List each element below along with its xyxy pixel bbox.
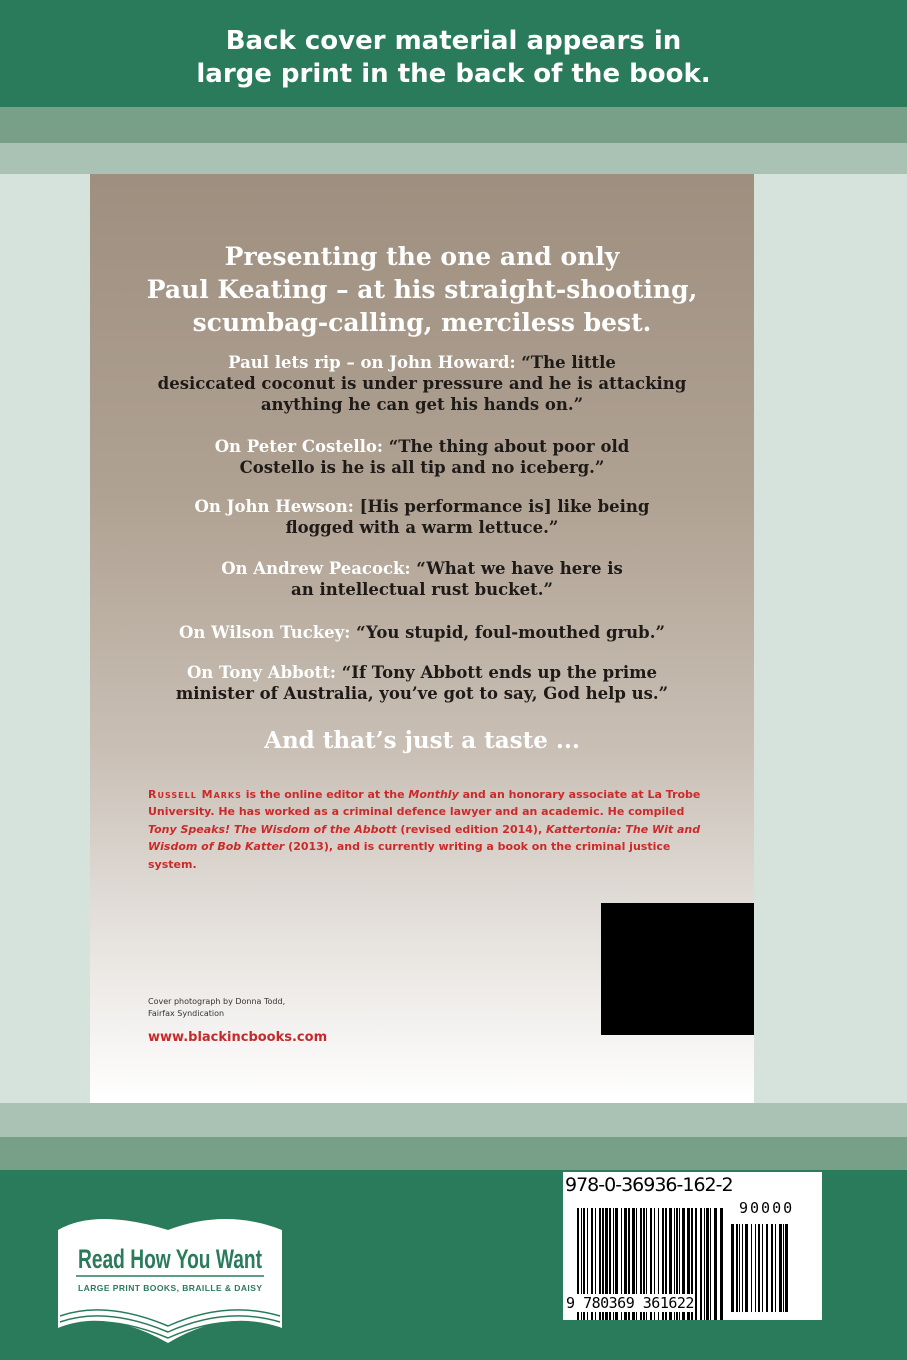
barcode-bar bbox=[758, 1224, 760, 1312]
barcode-bar bbox=[720, 1208, 723, 1320]
taste-line: And that’s just a taste ... bbox=[264, 727, 580, 754]
headline bbox=[90, 240, 754, 339]
quote-subject: On Peter Costello: bbox=[214, 437, 383, 456]
quote-subject: On Tony Abbott: bbox=[186, 663, 336, 682]
quote bbox=[90, 496, 754, 538]
barcode-bar bbox=[775, 1224, 776, 1312]
barcode-placeholder-box bbox=[601, 903, 754, 1035]
quote-line: Costello is he is all tip and no iceberg.” bbox=[239, 458, 605, 477]
divider-band bbox=[0, 1103, 907, 1137]
large-print-banner bbox=[0, 0, 907, 107]
quote bbox=[90, 622, 754, 643]
barcode-bar bbox=[742, 1224, 743, 1312]
barcode-bar bbox=[785, 1224, 788, 1312]
ean-digits bbox=[565, 1294, 695, 1312]
publisher-url[interactable]: www.blackincbooks.com bbox=[148, 1030, 328, 1045]
quote-line: anything he can get his hands on.” bbox=[260, 395, 584, 414]
quote-text: “The little bbox=[515, 353, 616, 372]
barcode-bar bbox=[762, 1224, 763, 1312]
barcode-bar bbox=[736, 1224, 738, 1312]
barcode-bar bbox=[751, 1224, 752, 1312]
quote bbox=[90, 558, 754, 600]
bio-title: Tony Speaks! The Wisdom of the Abbott bbox=[148, 822, 397, 836]
quote-text: [His performance is] like being bbox=[353, 497, 650, 516]
ean-right: 361622 bbox=[642, 1294, 694, 1312]
barcode-bar bbox=[766, 1224, 768, 1312]
ean-left: 780369 bbox=[583, 1294, 635, 1312]
bio-text: and an honorary associate at La Trobe University. He has worked as a criminal defence lawyer and an academic. He compiled bbox=[148, 788, 701, 819]
quote bbox=[90, 436, 754, 478]
barcode-bar bbox=[704, 1208, 705, 1320]
barcode-bar bbox=[695, 1208, 697, 1320]
barcode-bar bbox=[779, 1224, 782, 1312]
quote-line: flogged with a warm lettuce.” bbox=[285, 518, 559, 537]
headline-line: Paul Keating – at his straight-shooting, bbox=[146, 275, 698, 304]
read-how-you-want-logo bbox=[56, 1208, 284, 1343]
ean-first: 9 bbox=[566, 1294, 575, 1312]
isbn-number: 978-0-36936-162-2 bbox=[565, 1174, 733, 1196]
divider-band bbox=[0, 107, 907, 143]
quote-line: an intellectual rust bucket.” bbox=[291, 580, 553, 599]
quote-subject: On Wilson Tuckey: bbox=[179, 623, 351, 642]
barcode-bar bbox=[731, 1224, 734, 1312]
price-addon: 90000 bbox=[739, 1199, 795, 1217]
headline-line: scumbag-calling, merciless best. bbox=[192, 308, 652, 337]
credit-line: Cover photograph by Donna Todd, bbox=[148, 997, 286, 1006]
quote-line: desiccated coconut is under pressure and he is attacking bbox=[157, 374, 687, 393]
quote-subject: On Andrew Peacock: bbox=[221, 559, 411, 578]
barcode-bar bbox=[710, 1208, 711, 1320]
barcode-bar bbox=[783, 1224, 784, 1312]
barcode-bar bbox=[706, 1208, 709, 1320]
author-name: Russell Marks bbox=[148, 788, 242, 801]
back-cover bbox=[90, 174, 754, 1103]
barcode-bar bbox=[739, 1224, 740, 1312]
bio-text: (2013), and is currently writing a book on the criminal justice system. bbox=[148, 840, 671, 871]
quote-line: minister of Australia, you’ve got to say, God help us.” bbox=[175, 684, 669, 703]
quote-text: “You stupid, foul-mouthed grub.” bbox=[350, 623, 665, 642]
isbn-barcode bbox=[563, 1172, 822, 1320]
bio-text: (revised edition 2014), bbox=[396, 822, 546, 836]
quote-text: “If Tony Abbott ends up the prime bbox=[336, 663, 658, 682]
logo-title: Read How You Want bbox=[78, 1244, 262, 1274]
bio-title: Monthly bbox=[408, 788, 459, 801]
banner-line-1: Back cover material appears in bbox=[225, 26, 682, 56]
quote-subject: On John Hewson: bbox=[194, 497, 354, 516]
photo-credit bbox=[148, 996, 285, 1020]
quote-text: “The thing about poor old bbox=[383, 437, 630, 456]
bio-title: Kattertonia: The Wit and Wisdom of Bob Katter bbox=[148, 822, 701, 854]
barcode-bar bbox=[755, 1224, 756, 1312]
author-bio bbox=[148, 786, 708, 873]
banner-line-2: large print in the back of the book. bbox=[196, 59, 711, 89]
quote bbox=[90, 352, 754, 415]
quote-subject: Paul lets rip – on John Howard: bbox=[228, 353, 516, 372]
barcode-bar bbox=[745, 1224, 748, 1312]
divider-band bbox=[0, 143, 907, 174]
quote bbox=[90, 662, 754, 704]
bio-text: is the online editor at the bbox=[241, 788, 409, 801]
quote-text: “What we have here is bbox=[410, 559, 623, 578]
headline-line: Presenting the one and only bbox=[224, 242, 620, 271]
credit-line: Fairfax Syndication bbox=[148, 1009, 225, 1018]
logo-subtitle: LARGE PRINT BOOKS, BRAILLE & DAISY bbox=[78, 1283, 262, 1293]
barcode-bar bbox=[700, 1208, 702, 1320]
barcode-bar bbox=[714, 1208, 717, 1320]
divider-band bbox=[0, 1137, 907, 1170]
barcode-bar bbox=[771, 1224, 773, 1312]
